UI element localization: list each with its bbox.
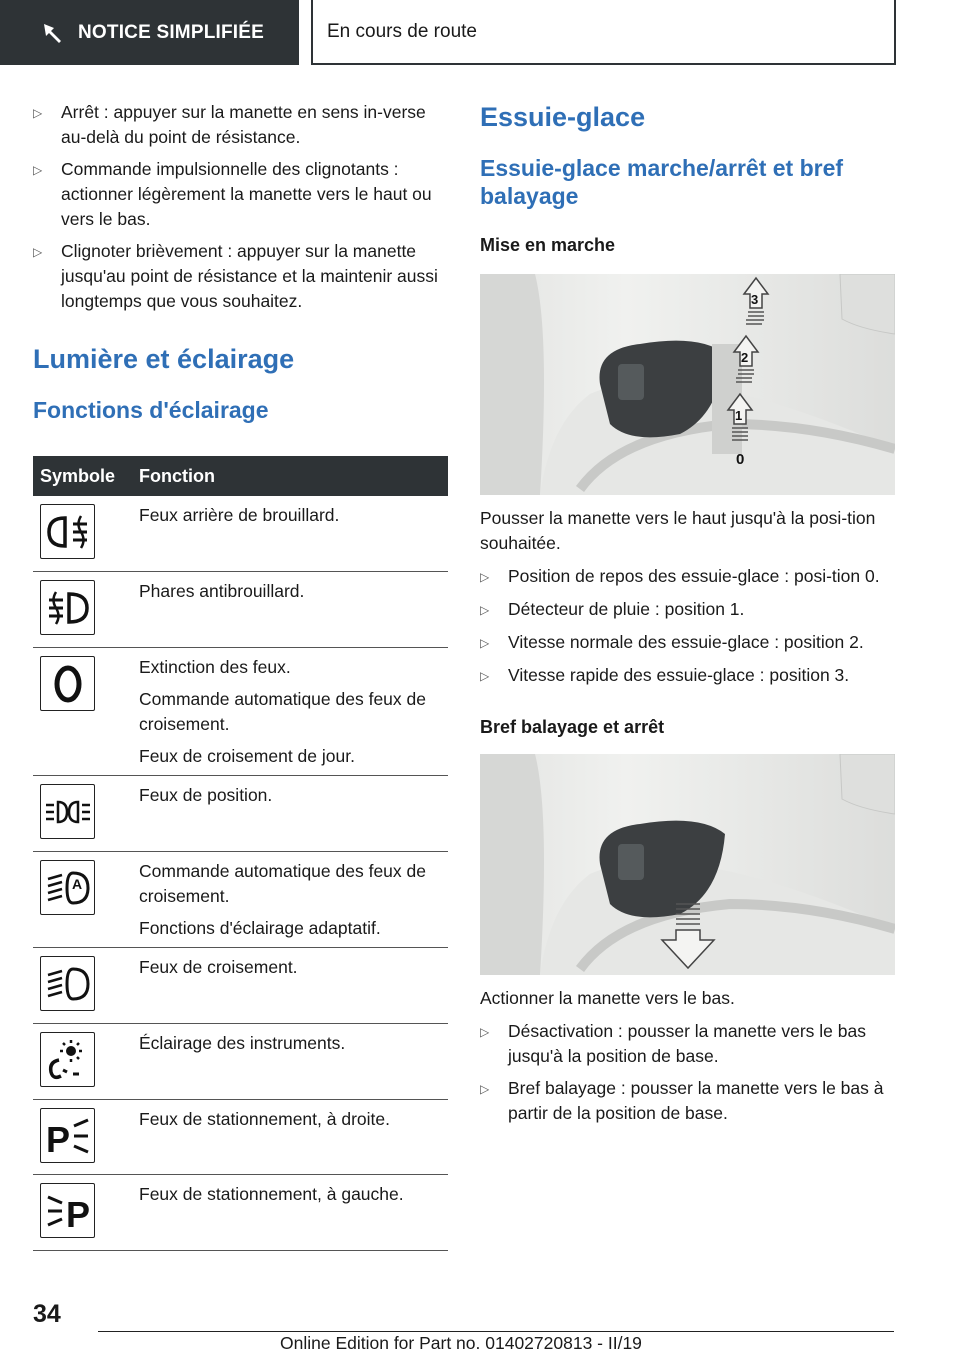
list-item: ▷ Arrêt : appuyer sur la manette en sens in-verse au-delà du point de résistance. xyxy=(33,100,448,150)
col-header-function: Fonction xyxy=(139,465,215,486)
footer-divider xyxy=(98,1331,894,1332)
table-row: Phares antibrouillard. xyxy=(33,572,448,648)
svg-text:A: A xyxy=(71,875,82,892)
low-beam-icon xyxy=(40,956,95,1011)
table-row: Feux arrière de brouillard. xyxy=(33,496,448,572)
parking-right-icon xyxy=(40,1108,95,1163)
svg-text:P: P xyxy=(45,1118,70,1158)
table-header xyxy=(33,456,448,496)
left-column xyxy=(33,100,448,424)
wiper-stalk-down-photo xyxy=(480,754,895,975)
header-tab-label: NOTICE SIMPLIFIÉE xyxy=(78,21,265,43)
table-row: A Commande automatique des feux de croisement. Fonctions d'éclairage adaptatif. xyxy=(33,852,448,948)
heading-brief-wipe: Bref balayage et arrêt xyxy=(480,717,665,737)
footer-edition: Online Edition for Part no. 01402720813 - II/19 xyxy=(280,1333,642,1353)
lighting-table xyxy=(33,456,448,1251)
list-item: ▷ Désactivation : pousser la manette vers le bas jusqu'à la position de base. xyxy=(480,1019,898,1069)
paragraph-brief-wipe: Actionner la manette vers le bas. xyxy=(480,988,735,1008)
table-row: Extinction des feux. Commande automatique des feux de croisement. Feux de croisement de jour. xyxy=(33,648,448,776)
table-row: Éclairage des instruments. xyxy=(33,1024,448,1100)
triangle-bullet-icon: ▷ xyxy=(33,106,43,120)
auto-headlight-icon xyxy=(40,860,95,915)
heading-lighting: Lumière et éclairage xyxy=(33,344,295,374)
list-item: ▷ Commande impulsionnelle des clignotants : actionner légèrement la manette vers le haut ou vers le bas. xyxy=(33,157,448,232)
svg-text:P: P xyxy=(65,1193,90,1233)
heading-lighting-functions: Fonctions d'éclairage xyxy=(33,397,269,423)
triangle-bullet-icon: ▷ xyxy=(480,1082,490,1096)
triangle-bullet-icon: ▷ xyxy=(480,1025,490,1039)
position-label-2: 2 xyxy=(741,350,749,365)
instrument-lighting-icon xyxy=(40,1032,95,1087)
triangle-bullet-icon: ▷ xyxy=(480,669,490,683)
table-row: P Feux de stationnement, à gauche. xyxy=(33,1175,448,1251)
list-item: ▷ Clignoter brièvement : appuyer sur la manette jusqu'au point de résistance et la maintenir aussi longtemps que vous souhaitez. xyxy=(33,239,448,314)
position-label-0: 0 xyxy=(736,451,745,468)
pointer-arrow-icon xyxy=(42,22,64,44)
position-label-3: 3 xyxy=(751,292,759,307)
section-title: En cours de route xyxy=(311,0,896,65)
header-tab[interactable] xyxy=(0,0,299,65)
front-fog-light-icon xyxy=(40,580,95,635)
list-item: ▷ Détecteur de pluie : position 1. xyxy=(480,597,898,623)
col-header-symbol: Symbole xyxy=(40,465,116,486)
rear-fog-light-icon xyxy=(40,504,95,559)
right-column xyxy=(480,100,898,1133)
table-row: Feux de croisement. xyxy=(33,948,448,1024)
table-row: Feux de position. xyxy=(33,776,448,852)
heading-wipers: Essuie-glace xyxy=(480,102,646,132)
triangle-bullet-icon: ▷ xyxy=(33,163,43,177)
parking-left-icon xyxy=(40,1183,95,1238)
heading-wipers-onoff: Essuie-glace marche/arrêt et bref balayage xyxy=(480,155,844,209)
list-item: ▷ Position de repos des essuie-glace : posi-tion 0. xyxy=(480,564,898,590)
triangle-bullet-icon: ▷ xyxy=(480,603,490,617)
wiper-stalk-up-photo xyxy=(480,274,895,495)
list-item: ▷ Bref balayage : pousser la manette vers le bas à partir de la position de base. xyxy=(480,1076,898,1126)
paragraph-switch-on: Pousser la manette vers le haut jusqu'à la posi-tion souhaitée. xyxy=(480,508,876,553)
lights-off-icon xyxy=(40,656,95,711)
list-item: ▷ Vitesse normale des essuie-glace : position 2. xyxy=(480,630,898,656)
heading-switch-on: Mise en marche xyxy=(480,235,616,255)
table-row: P Feux de stationnement, à droite. xyxy=(33,1100,448,1175)
position-label-1: 1 xyxy=(735,408,743,423)
list-item: ▷ Vitesse rapide des essuie-glace : position 3. xyxy=(480,663,898,689)
triangle-bullet-icon: ▷ xyxy=(480,636,490,650)
page-number: 34 xyxy=(33,1300,61,1328)
triangle-bullet-icon: ▷ xyxy=(480,570,490,584)
triangle-bullet-icon: ▷ xyxy=(33,245,43,259)
parking-light-icon xyxy=(40,784,95,839)
